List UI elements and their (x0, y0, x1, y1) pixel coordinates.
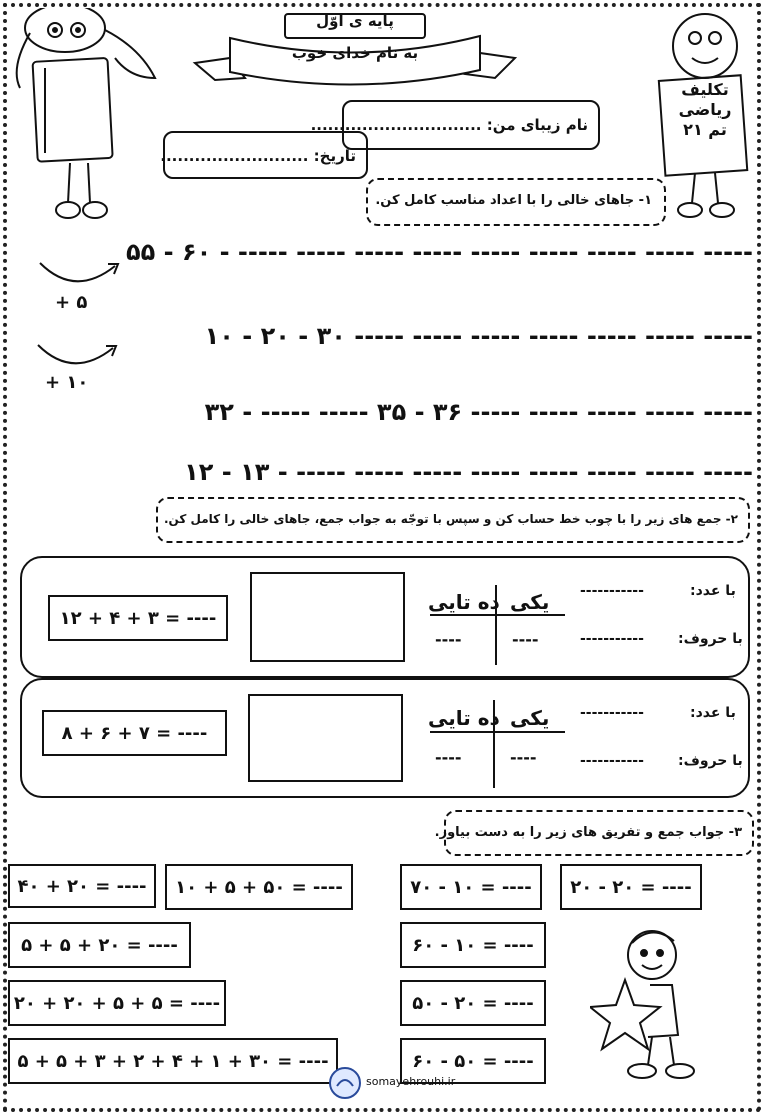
diff-1[interactable]: ۷۰ - ۱۰ = ---- (410, 877, 532, 898)
words-blank-2[interactable]: ----------- (580, 753, 644, 769)
number-label-2: با عدد: (690, 705, 736, 721)
site-logo-icon (328, 1066, 362, 1100)
diff-box-2 (400, 922, 546, 968)
sum-box-middle (165, 864, 353, 910)
sum-box-3 (8, 980, 226, 1026)
sequence-row-3 (18, 392, 753, 432)
section2-instruction: ۲- جمع های زیر را با چوب خط حساب کن و سپس با توجّه به جواب جمع، جاهای خالی را کامل کن. (163, 512, 738, 526)
name-box (310, 100, 600, 150)
name-field[interactable]: نام زیبای من: .............................. (310, 116, 588, 134)
diff-box-far-right (560, 864, 702, 910)
expression-box-1 (48, 595, 228, 641)
blank-tens-1[interactable]: ---- (435, 630, 462, 649)
theme-label: تم ۲۱ (683, 120, 727, 139)
number-blank-2[interactable]: ----------- (580, 705, 644, 721)
sequence-row-2-text[interactable]: ۱۰ - ۲۰ - ۳۰ ----- ----- ----- ----- ----- ----- ----- (204, 322, 753, 350)
diff-2[interactable]: ۶۰ - ۱۰ = ---- (412, 935, 534, 956)
tally-hline-1 (430, 614, 565, 616)
sum-3[interactable]: ۲۰ + ۲۰ + ۵ + ۵ = ---- (13, 993, 221, 1014)
section1-instruction-box (366, 178, 666, 226)
diff-far-right[interactable]: ۲۰ - ۲۰ = ---- (570, 877, 692, 898)
hint-row-1: + ۵ (55, 292, 88, 313)
diff-box-1 (400, 864, 542, 910)
sum-box-1 (8, 864, 156, 908)
sequence-row-4 (18, 452, 753, 492)
tally-vline-1 (495, 585, 497, 665)
sum-4[interactable]: ۵ + ۵ + ۳ + ۲ + ۴ + ۱ + ۳۰ = ---- (17, 1051, 329, 1072)
date-field[interactable]: تاریخ: .......................... (160, 147, 356, 165)
sum-middle[interactable]: ۱۰ + ۵ + ۵۰ = ---- (175, 877, 343, 898)
subject-label: ریاضی (678, 100, 732, 119)
blank-ones-2[interactable]: ---- (510, 748, 537, 767)
blessing-title: به نام خدای خوب (291, 44, 419, 62)
sequence-row-3-text[interactable]: ۳۲ - ----- ----- ۳۵ - ۳۶ ----- ----- ----- ----- ----- (204, 398, 753, 426)
ones-label-1: یکی (510, 590, 550, 614)
number-blank-1[interactable]: ----------- (580, 583, 644, 599)
tally-hline-2 (430, 731, 565, 733)
number-label-1: با عدد: (690, 583, 736, 599)
blank-tens-2[interactable]: ---- (435, 748, 462, 767)
website-link[interactable]: somayehrouhi.ir (366, 1075, 456, 1088)
expression-1[interactable]: ۱۲ + ۴ + ۳ = ---- (59, 608, 217, 629)
hint-row-2: + ۱۰ (45, 372, 89, 393)
words-label-2: با حروف: (678, 753, 743, 769)
tally-vline-2 (493, 700, 495, 788)
words-label-1: با حروف: (678, 631, 743, 647)
expression-2[interactable]: ۸ + ۶ + ۷ = ---- (61, 723, 208, 744)
sequence-row-1-text[interactable]: ۵۵ - ۶۰ - ----- ----- ----- ----- ----- ----- ----- ----- ----- (125, 238, 753, 266)
section3-instruction-box (434, 810, 754, 856)
date-box (160, 131, 368, 179)
diff-box-3 (400, 980, 546, 1026)
expression-box-2 (42, 710, 227, 756)
tens-label-1: ده تایی (428, 590, 500, 614)
tally-area-1[interactable] (250, 572, 405, 662)
sum-box-4 (8, 1038, 338, 1084)
sum-2[interactable]: ۵ + ۵ + ۲۰ = ---- (21, 935, 178, 956)
ones-label-2: یکی (510, 706, 550, 730)
grade-title: پایه ی اوّل (316, 12, 394, 30)
section3-instruction: ۳- جواب جمع و تفریق های زیر را به دست بیاور. (434, 825, 742, 840)
boy-with-star-icon (590, 925, 700, 1085)
section2-instruction-box (156, 497, 750, 543)
sequence-row-4-text[interactable]: ۱۲ - ۱۳ - ----- ----- ----- ----- ----- ----- ----- ----- (184, 458, 753, 486)
tally-area-2[interactable] (248, 694, 403, 782)
diff-3[interactable]: ۵۰ - ۲۰ = ---- (412, 993, 534, 1014)
sum-box-2 (8, 922, 191, 968)
blank-ones-1[interactable]: ---- (512, 630, 539, 649)
sequence-row-2 (18, 316, 753, 356)
words-blank-1[interactable]: ----------- (580, 631, 644, 647)
girl-cartoon-icon (10, 8, 160, 223)
section1-instruction: ۱- جاهای خالی را با اعداد مناسب کامل کن. (375, 193, 652, 208)
diff-4[interactable]: ۶۰ - ۵۰ = ---- (412, 1051, 534, 1072)
sum-1[interactable]: ۴۰ + ۲۰ = ---- (17, 876, 147, 897)
assignment-title: تکلیف (681, 80, 729, 99)
tens-label-2: ده تایی (428, 706, 500, 730)
